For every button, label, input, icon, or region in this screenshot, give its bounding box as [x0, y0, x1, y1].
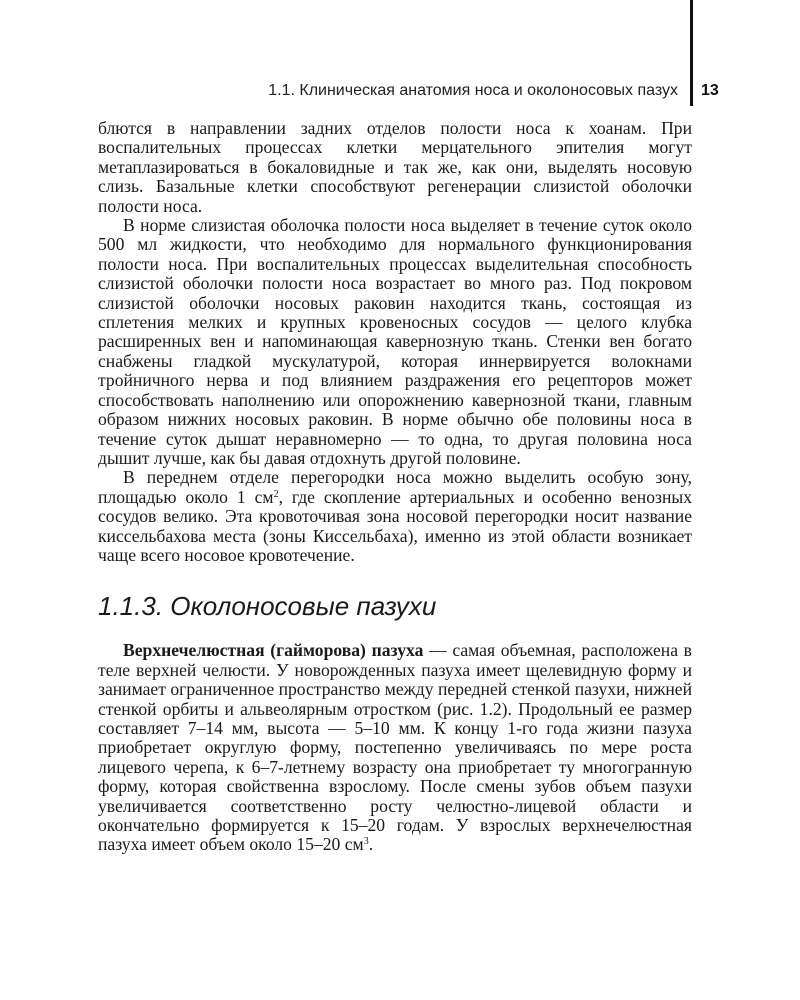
header-vertical-rule [690, 0, 693, 106]
section-heading: 1.1.3. Околоносовые пазухи [98, 591, 437, 622]
paragraph-1 [98, 119, 692, 216]
paragraph-2 [98, 216, 692, 468]
paragraph-1-text: блются в направлении задних отделов полости носа к хоанам. При воспалительных процессах клетки мерцательного эпителия могут метаплазироваться в бокаловидные и так же, как они, выделять носовую слизь. Базальные клетки способствуют регенерации слизистой оболочки полости носа. [98, 118, 692, 216]
running-header: 1.1. Клиническая анатомия носа и околоносовых пазух [268, 82, 678, 99]
paragraph-3-text-end: , где скопление артериальных и особенно венозных сосудов велико. Эта кровоточивая зона носовой перегородки носит название киссельбахова места (зоны Киссельбаха), именно из этой области возникает чаще всего носовое кровотечение. [98, 486, 692, 565]
paragraph-2-text: В норме слизистая оболочка полости носа выделяет в течение суток около 500 мл жидкости, что необходимо для нормального функционирования полости носа. При воспалительных процессах выделительная способность слизистой оболочки полости носа возрастает во много раз. Под покровом слизистой оболочки носовых раковин находится ткань, состоящая из сплетения мелких и крупных кровеносных сосудов — целого клубка расширенных вен и напоминающая кавернозную ткань. Стенки вен богато снабжены гладкой мускулатурой, которая иннервируется волокнами тройничного нерва и под влиянием раздражения его рецепторов может способствовать наполнению или опорожнению кавернозной ткани, главным образом нижних носовых раковин. В норме обычно обе половины носа в течение суток дышат неравномерно — то одна, то другая половина носа дышит лучше, как бы давая отдохнуть другой половине. [98, 215, 692, 468]
paragraph-3-text-start: В переднем отделе перегородки носа можно выделить особую зону, площадью около 1 см [98, 467, 692, 507]
page-number: 13 [701, 82, 719, 99]
paragraph-4-end: . [368, 834, 374, 855]
paragraph-3 [98, 468, 692, 565]
superscript-cube: 3 [363, 836, 369, 848]
paragraph-4-text: — самая объемная, расположена в теле верхней челюсти. У новорожденных пазуха имеет щелевидную форму и занимает ограниченное пространство между передней стенкой пазухи, нижней стенкой орбиты и альвеолярным отростком (рис. 1.2). Продольный ее размер составляет 7–14 мм, высота — 5–10 мм. К концу 1-го года жизни пазуха приобретает округлую форму, постепенно увеличиваясь по мере роста лицевого черепа, к 6–7-летнему возрасту она приобретает ту многогранную форму, которая свойственна взрослому. После смены зубов объем пазухи увеличивается соответственно росту челюстно-лицевой области и окончательно формируется к 15–20 годам. У взрослых верхнечелюстная пазуха имеет объем около 15–20 см [98, 640, 692, 855]
bold-term: Верхнечелюстная (гайморова) пазуха [123, 640, 424, 661]
superscript-square: 2 [273, 488, 279, 500]
page-content [98, 119, 692, 855]
paragraph-4 [98, 641, 692, 854]
